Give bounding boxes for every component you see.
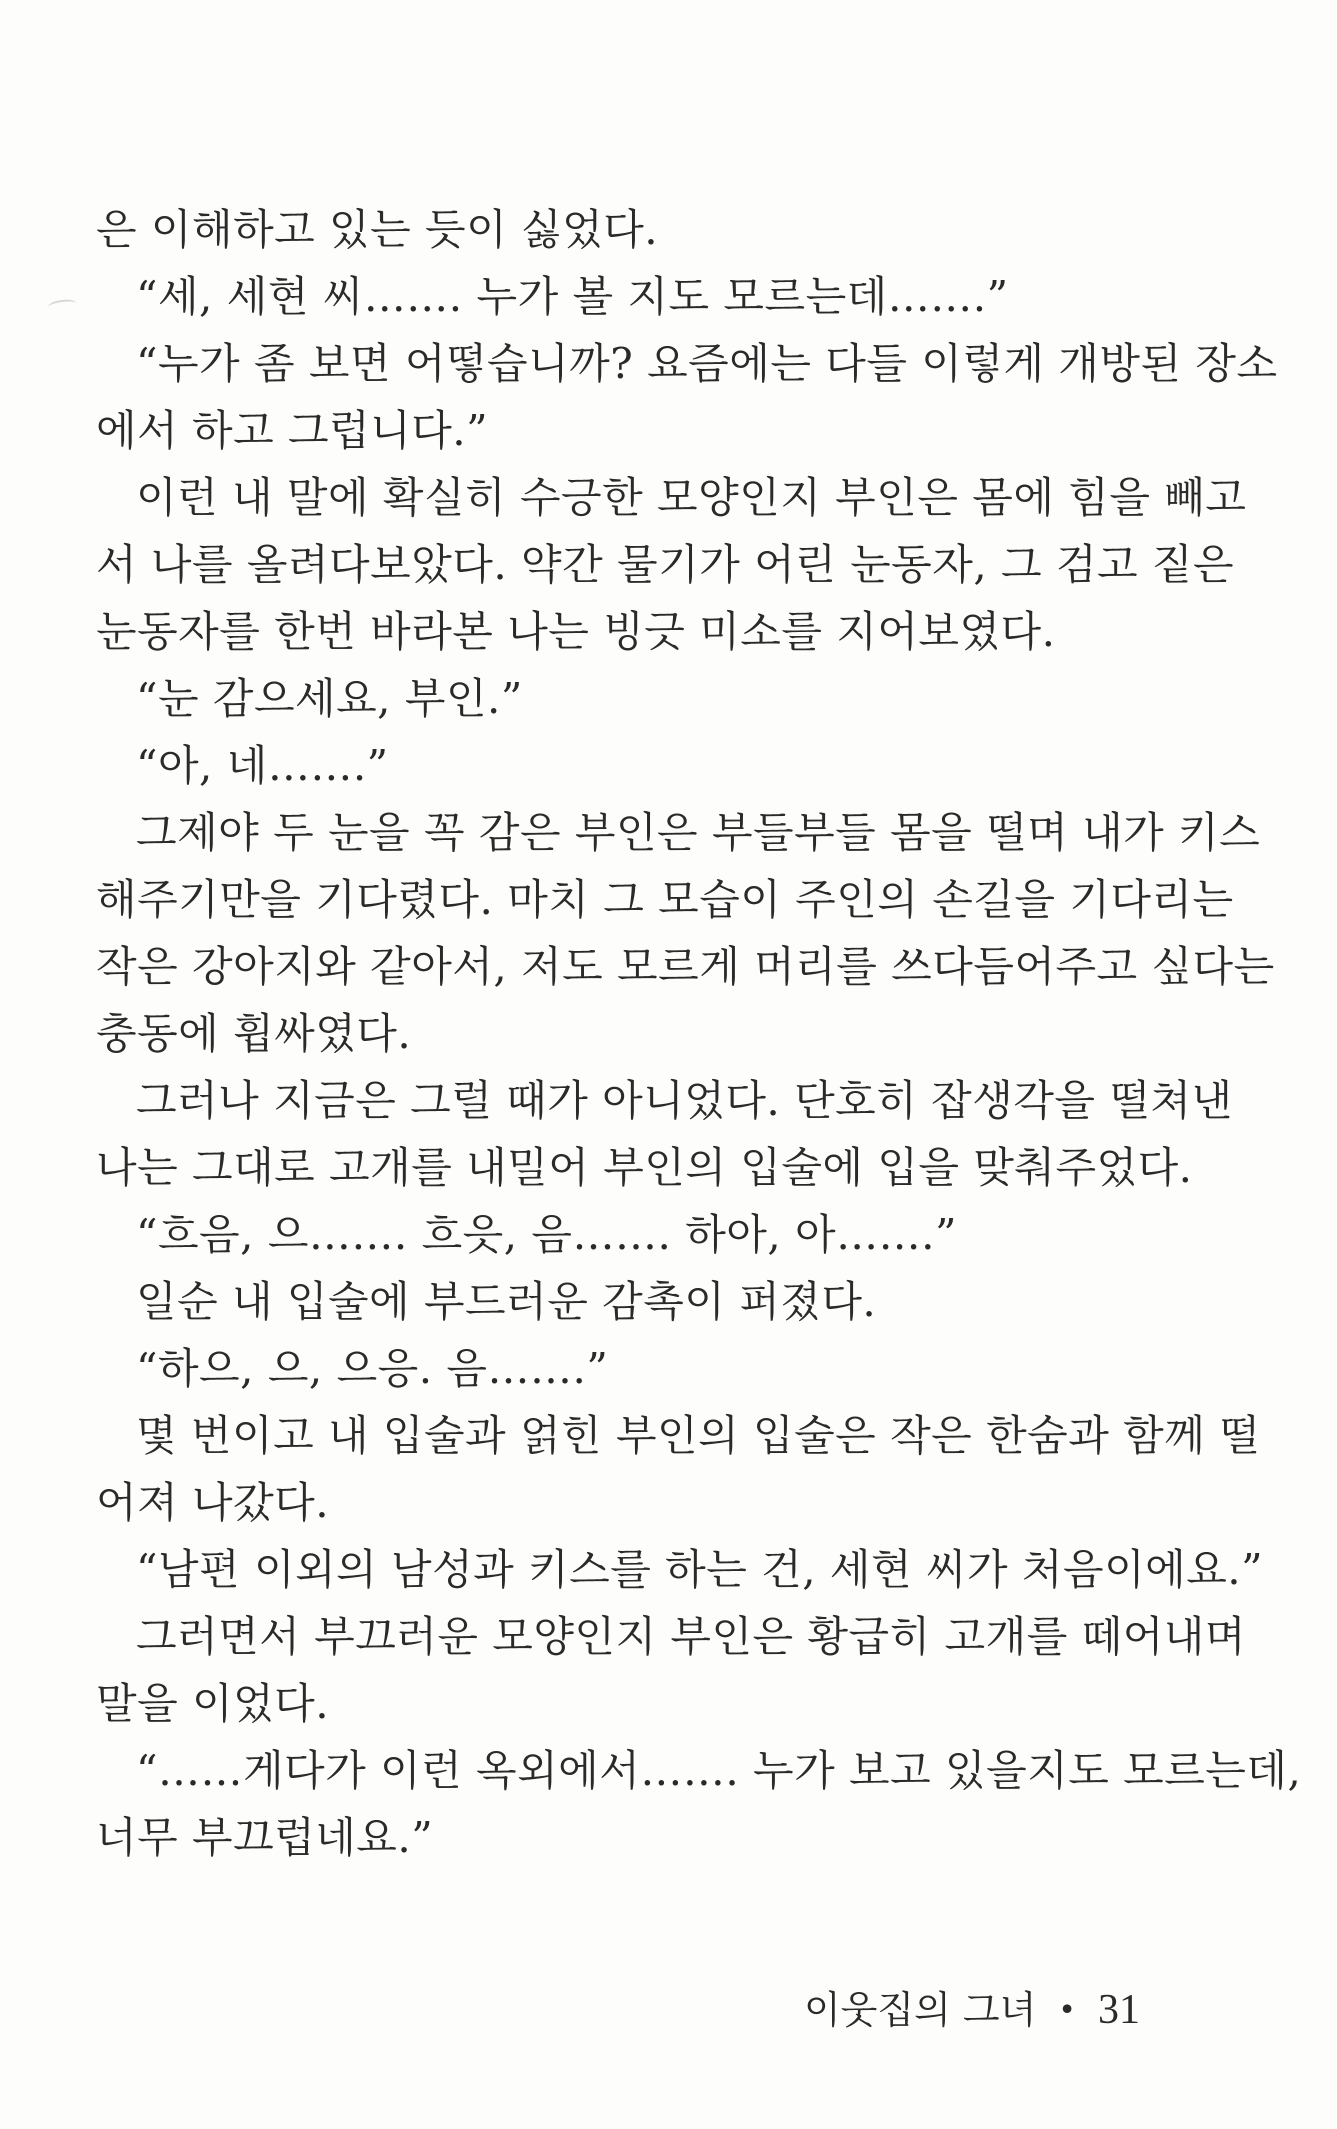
text-line: 에서 하고 그럽니다.” [96, 406, 489, 455]
running-title: 이웃집의 그녀 [803, 1988, 1037, 2032]
text-line: 은 이해하고 있는 듯이 싫었다. [96, 205, 659, 254]
text-line: 그러나 지금은 그럴 때가 아니었다. 단호히 잡생각을 떨쳐낸 [136, 1076, 1233, 1125]
text-line: “하으, 으, 으응. 음…….” [136, 1344, 609, 1393]
text-line: 너무 부끄럽네요.” [96, 1813, 434, 1862]
text-line: 눈동자를 한번 바라본 나는 빙긋 미소를 지어보였다. [96, 607, 1056, 656]
text-line: 몇 번이고 내 입술과 얽힌 부인의 입술은 작은 한숨과 함께 떨 [136, 1411, 1261, 1460]
text-line: 말을 이었다. [96, 1679, 330, 1728]
text-line: “……게다가 이런 옥외에서……. 누가 보고 있을지도 모르는데, [136, 1746, 1302, 1795]
text-line: 그제야 두 눈을 꼭 감은 부인은 부들부들 몸을 떨며 내가 키스 [136, 808, 1261, 857]
text-line: 작은 강아지와 같아서, 저도 모르게 머리를 쓰다듬어주고 싶다는 [96, 942, 1275, 991]
page-number: 31 [1098, 1987, 1140, 2033]
text-line: 서 나를 올려다보았다. 약간 물기가 어린 눈동자, 그 검고 짙은 [96, 540, 1235, 589]
footer-bullet: • [1058, 1993, 1076, 2028]
text-line: “남편 이외의 남성과 키스를 하는 건, 세현 씨가 처음이에요.” [136, 1545, 1264, 1594]
text-line: “세, 세현 씨……. 누가 볼 지도 모르는데…….” [136, 272, 1009, 321]
text-line: “눈 감으세요, 부인.” [136, 674, 523, 723]
text-line: 어져 나갔다. [96, 1478, 330, 1527]
text-line: 이런 내 말에 확실히 수긍한 모양인지 부인은 몸에 힘을 빼고 [136, 473, 1247, 522]
text-line: “흐음, 으……. 흐읏, 음……. 하아, 아…….” [136, 1210, 957, 1259]
text-line: 나는 그대로 고개를 내밀어 부인의 입술에 입을 맞춰주었다. [96, 1143, 1193, 1192]
text-line: 그러면서 부끄러운 모양인지 부인은 황급히 고개를 떼어내며 [136, 1612, 1246, 1661]
scan-speck [47, 298, 76, 312]
text-line: 충동에 휩싸였다. [96, 1009, 412, 1058]
text-line: “누가 좀 보면 어떻습니까? 요즘에는 다들 이렇게 개방된 장소 [136, 339, 1278, 388]
text-line: 해주기만을 기다렸다. 마치 그 모습이 주인의 손길을 기다리는 [96, 875, 1234, 924]
page-footer [804, 1985, 1140, 2036]
text-line: “아, 네…….” [136, 741, 389, 790]
text-line: 일순 내 입술에 부드러운 감촉이 퍼졌다. [136, 1277, 877, 1326]
